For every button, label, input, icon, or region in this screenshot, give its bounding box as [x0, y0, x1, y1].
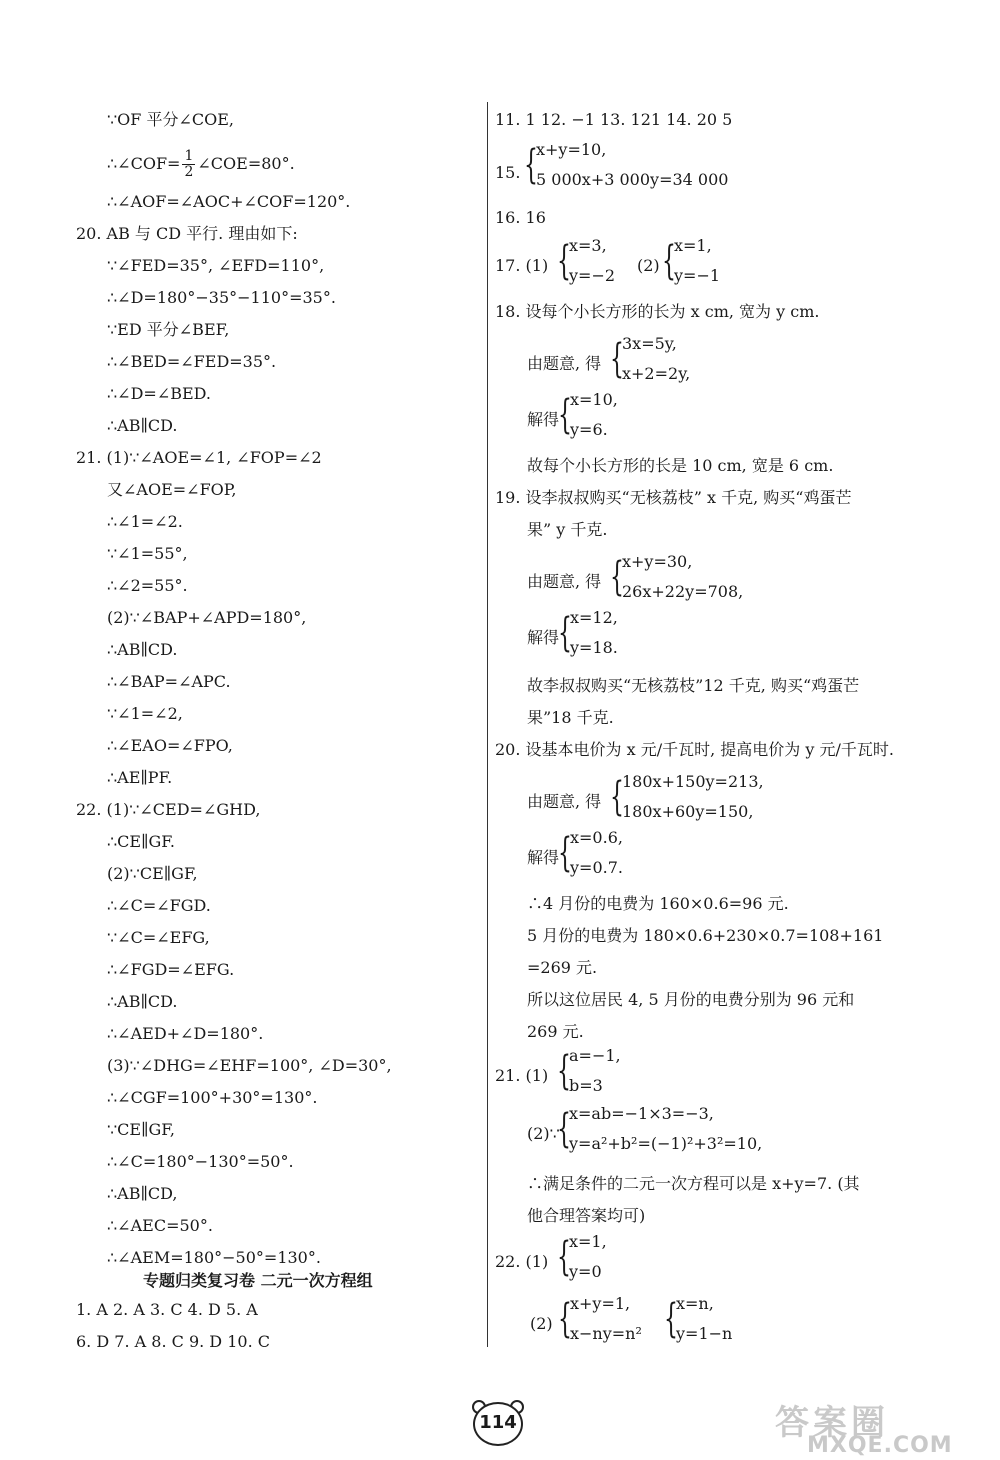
right-column-line: (2) — [530, 1314, 553, 1333]
equation-line: x−ny=n² — [570, 1324, 642, 1343]
equation-line: x=n, — [676, 1294, 714, 1313]
left-column-line: ∴∠FGD=∠EFG. — [107, 960, 235, 979]
equation-line: x+2=2y, — [622, 364, 691, 383]
left-column-line: (2)∵∠BAP+∠APD=180°, — [107, 608, 307, 627]
fraction: $\frac{1}{2}$ — [184, 148, 194, 180]
left-column-line: ∵OF 平分∠COE, — [107, 110, 235, 129]
brace-icon: { — [558, 830, 572, 876]
equation-line: y=18. — [570, 638, 618, 657]
right-column-line: 15. — [495, 163, 521, 182]
right-column-line: 19. 设李叔叔购买“无核荔枝” x 千克, 购买“鸡蛋芒 — [495, 488, 852, 507]
right-column-line: 由题意, 得 — [527, 572, 602, 591]
equation-line: x+y=10, — [536, 140, 607, 159]
right-column-line: 18. 设每个小长方形的长为 x cm, 宽为 y cm. — [495, 302, 820, 321]
left-column-line: ∵∠FED=35°, ∠EFD=110°, — [107, 256, 325, 275]
equation-line: x=1, — [569, 1232, 607, 1251]
equation-line: x=ab=−1×3=−3, — [569, 1104, 714, 1123]
right-column-line: ∴4 月份的电费为 160×0.6=96 元. — [527, 894, 789, 913]
equation-line: 5 000x+3 000y=34 000 — [536, 170, 729, 189]
brace-icon: { — [524, 142, 538, 188]
left-column-line: ∵∠C=∠EFG, — [107, 928, 210, 947]
left-column-line: ∴∠EAO=∠FPO, — [107, 736, 233, 755]
brace-icon: { — [557, 238, 571, 284]
right-column-line: 21. (1) — [495, 1066, 549, 1085]
fraction-line: ∴∠COF= $\frac{1}{2}$ ∠COE=80°. — [107, 148, 295, 180]
left-column-line: 6. D 7. A 8. C 9. D 10. C — [76, 1332, 270, 1351]
equation-line: y=1−n — [676, 1324, 733, 1343]
right-column-line: 解得 — [527, 628, 560, 647]
right-column-line: (2)∵ — [527, 1124, 560, 1143]
left-column-line: ∵∠1=∠2, — [107, 704, 183, 723]
right-column-line: =269 元. — [527, 958, 598, 977]
right-column-line: 故李叔叔购买“无核荔枝”12 千克, 购买“鸡蛋芒 — [527, 676, 860, 695]
brace-icon: { — [557, 1234, 571, 1280]
left-column-line: ∴∠AEC=50°. — [107, 1216, 213, 1235]
right-column-line: 17. (1) — [495, 256, 549, 275]
right-column-line: 果”18 千克. — [527, 708, 614, 727]
left-column-line: ∴AB∥CD. — [107, 640, 178, 659]
left-column-line: ∵CE∥GF, — [107, 1120, 175, 1139]
left-column-line: ∴AE∥PF. — [107, 768, 173, 787]
brace-icon: { — [557, 1048, 571, 1094]
equation-line: x=3, — [569, 236, 607, 255]
left-column-line: ∴CE∥GF. — [107, 832, 175, 851]
equation-line: 180x+60y=150, — [622, 802, 754, 821]
watermark-url: MXQE.COM — [807, 1433, 953, 1458]
left-column-line: ∴∠D=∠BED. — [107, 384, 212, 403]
left-column-line: 22. (1)∵∠CED=∠GHD, — [76, 800, 261, 819]
right-column-line: 解得 — [527, 848, 560, 867]
page-number-badge — [458, 1400, 532, 1444]
right-column-line: 16. 16 — [495, 208, 546, 227]
brace-icon: { — [558, 392, 572, 438]
left-column-line: ∴∠BAP=∠APC. — [107, 672, 231, 691]
right-column-line: 22. (1) — [495, 1252, 549, 1271]
left-column-line: ∴AB∥CD. — [107, 416, 178, 435]
page-number: 114 — [479, 1412, 517, 1433]
left-column-line: 21. (1)∵∠AOE=∠1, ∠FOP=∠2 — [76, 448, 322, 467]
equation-line: x=0.6, — [570, 828, 623, 847]
left-column-line: ∵∠1=55°, — [107, 544, 188, 563]
left-column-line: ∴∠AEM=180°−50°=130°. — [107, 1248, 321, 1267]
right-column-line: ∴满足条件的二元一次方程可以是 x+y=7. (其 — [527, 1174, 860, 1193]
brace-icon: { — [610, 336, 624, 382]
column-divider — [487, 102, 488, 1347]
equation-line: x=10, — [570, 390, 618, 409]
watermark-text: 答案圈 — [775, 1403, 889, 1443]
brace-icon: { — [610, 774, 624, 820]
equation-line: y=0 — [569, 1262, 602, 1281]
equation-line: x+y=1, — [570, 1294, 631, 1313]
right-column-line: 解得 — [527, 410, 560, 429]
equation-line: y=6. — [570, 420, 608, 439]
brace-icon: { — [557, 1106, 571, 1152]
left-column-line: ∴∠1=∠2. — [107, 512, 183, 531]
left-column-line: ∴∠C=∠FGD. — [107, 896, 211, 915]
equation-line: 3x=5y, — [622, 334, 677, 353]
right-column-line: 由题意, 得 — [527, 792, 602, 811]
brace-icon: { — [664, 1296, 678, 1342]
brace-icon: { — [558, 610, 572, 656]
left-column-line: ∴∠AOF=∠AOC+∠COF=120°. — [107, 192, 351, 211]
right-column-line: 他合理答案均可) — [527, 1206, 646, 1225]
brace-icon: { — [662, 238, 676, 284]
section-title: 专题归类复习卷 二元一次方程组 — [143, 1271, 373, 1290]
left-column-line: 20. AB 与 CD 平行. 理由如下: — [76, 224, 298, 243]
left-column-line: ∴∠2=55°. — [107, 576, 188, 595]
right-column-line: 果” y 千克. — [527, 520, 608, 539]
left-column-line: 又∠AOE=∠FOP, — [107, 480, 237, 499]
equation-line: y=−2 — [569, 266, 616, 285]
equation-line: y=−1 — [674, 266, 721, 285]
left-column-line: ∴∠D=180°−35°−110°=35°. — [107, 288, 336, 307]
equation-line: b=3 — [569, 1076, 603, 1095]
equation-line: x=1, — [674, 236, 712, 255]
right-column-line: 所以这位居民 4, 5 月份的电费分别为 96 元和 — [527, 990, 855, 1009]
right-column-line: 20. 设基本电价为 x 元/千瓦时, 提高电价为 y 元/千瓦时. — [495, 740, 894, 759]
left-column-line: ∴∠C=180°−130°=50°. — [107, 1152, 294, 1171]
right-column-line: 故每个小长方形的长是 10 cm, 宽是 6 cm. — [527, 456, 834, 475]
left-column-line: ∴∠AED+∠D=180°. — [107, 1024, 264, 1043]
equation-line: 26x+22y=708, — [622, 582, 744, 601]
watermark-logo — [775, 1395, 995, 1460]
right-column-line: 5 月份的电费为 180×0.6+230×0.7=108+161 — [527, 926, 884, 945]
right-column-line: (2) — [637, 256, 660, 275]
left-column-line: (2)∵CE∥GF, — [107, 864, 198, 883]
left-column-line: 1. A 2. A 3. C 4. D 5. A — [76, 1300, 258, 1319]
brace-icon: { — [610, 554, 624, 600]
left-column-line: ∴AB∥CD, — [107, 1184, 178, 1203]
equation-line: 180x+150y=213, — [622, 772, 764, 791]
equation-line: a=−1, — [569, 1046, 621, 1065]
brace-icon: { — [558, 1296, 572, 1342]
left-column-line: ∴∠CGF=100°+30°=130°. — [107, 1088, 318, 1107]
left-column-line: ∴∠BED=∠FED=35°. — [107, 352, 277, 371]
right-column-line: 11. 1 12. −1 13. 121 14. 20 5 — [495, 110, 733, 129]
equation-line: y=0.7. — [570, 858, 623, 877]
right-column-line: 269 元. — [527, 1022, 584, 1041]
left-column-line: ∴AB∥CD. — [107, 992, 178, 1011]
equation-line: x+y=30, — [622, 552, 693, 571]
left-column-line: ∵ED 平分∠BEF, — [107, 320, 230, 339]
equation-line: y=a²+b²=(−1)²+3²=10, — [569, 1134, 763, 1153]
left-column-line: (3)∵∠DHG=∠EHF=100°, ∠D=30°, — [107, 1056, 392, 1075]
right-column-line: 由题意, 得 — [527, 354, 602, 373]
equation-line: x=12, — [570, 608, 618, 627]
